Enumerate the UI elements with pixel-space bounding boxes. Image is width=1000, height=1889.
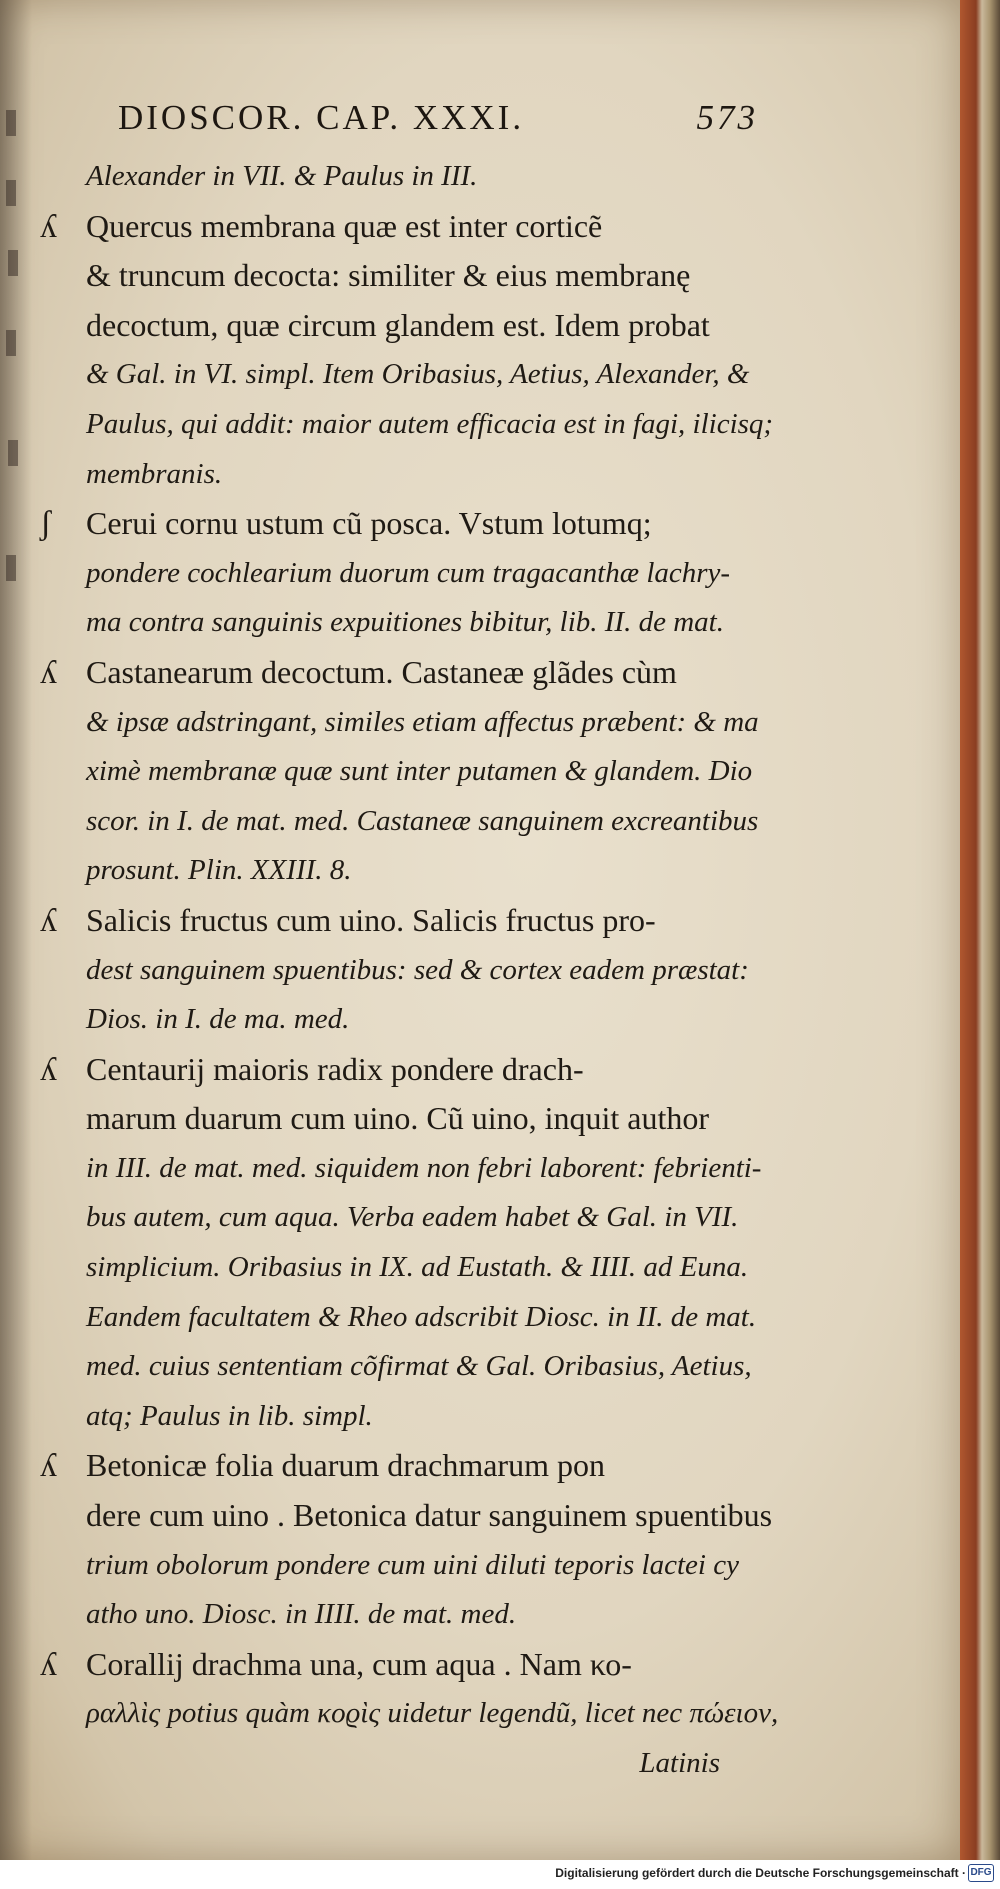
line-text: prosunt. Plin. XXIII. 8.: [86, 854, 352, 887]
text-line: [40, 1392, 762, 1442]
text-line: [40, 301, 762, 351]
line-text: decoctum, quæ circum glandem est. Idem probat: [86, 306, 710, 343]
line-text: pondere cochlearium duorum cum tragacanthæ lachry-: [86, 556, 731, 589]
line-text: dere cum uino . Betonica datur sanguinem spuentibus: [86, 1497, 773, 1534]
text-line: [40, 1243, 762, 1293]
line-text: Latinis: [639, 1747, 720, 1779]
line-text: scor. in I. de mat. med. Castaneæ sanguinem excreantibus: [86, 804, 759, 837]
text-line: [40, 1045, 762, 1095]
line-text: ma contra sanguinis expuitiones bibitur, lib. II. de mat.: [86, 606, 724, 639]
page-number: 573: [696, 98, 758, 137]
line-text: & truncum decocta: similiter & eius membranę: [86, 257, 691, 294]
line-text: Quercus membrana quæ est inter corticẽ: [86, 207, 603, 244]
line-text: marum duarum cum uino. Cũ uino, inquit author: [86, 1100, 710, 1137]
text-line: [40, 846, 762, 896]
text-line: [40, 1293, 762, 1343]
text-line: [40, 698, 762, 748]
book-fore-edge: [960, 0, 1000, 1860]
entry-mark-icon: ʎ: [40, 1645, 57, 1683]
text-line: [40, 1094, 762, 1144]
entry-mark-icon: ʎ: [40, 1050, 57, 1088]
line-text: simplicium. Oribasius in IX. ad Eustath. & IIII. ad Euna.: [86, 1251, 749, 1284]
text-line: [40, 995, 762, 1045]
entry-mark-icon: ʎ: [40, 1447, 57, 1485]
text-line: [40, 797, 762, 847]
line-text: atho uno. Diosc. in IIII. de mat. med.: [86, 1598, 517, 1631]
text-line: [40, 251, 762, 301]
text-line: [40, 1590, 762, 1640]
text-line: [40, 450, 762, 500]
line-text: Salicis fructus cum uino. Salicis fructus pro-: [86, 901, 656, 938]
line-text: Paulus, qui addit: maior autem efficacia est in fagi, ilicisq;: [86, 407, 774, 440]
text-line: [40, 549, 762, 599]
line-text: med. cuius sententiam cõfirmat & Gal. Oribasius, Aetius,: [86, 1350, 752, 1383]
text-line: [40, 1193, 762, 1243]
dfg-logo: DFG: [968, 1864, 994, 1882]
text-line: [40, 946, 762, 996]
text-line: [40, 499, 762, 549]
line-text: Corallij drachma una, cum aqua . Nam κο-: [86, 1645, 632, 1682]
text-line: [40, 350, 762, 400]
text-line: [40, 1342, 762, 1392]
text-line: [40, 1441, 762, 1491]
line-text: atq; Paulus in lib. simpl.: [86, 1399, 373, 1432]
text-line: [40, 400, 774, 450]
line-text: bus autem, cum aqua. Verba eadem habet & Gal. in VII.: [86, 1201, 739, 1234]
entry-mark-icon: ʎ: [40, 901, 57, 939]
text-line: [40, 598, 762, 648]
line-text: Cerui cornu ustum cũ posca. Vstum lotumq;: [86, 505, 652, 542]
text-line: [40, 648, 762, 698]
text-line: [40, 1689, 779, 1739]
line-text: & Gal. in VI. simpl. Item Oribasius, Aetius, Alexander, &: [86, 358, 750, 391]
text-line: [40, 896, 762, 946]
entry-mark-icon: ʎ: [40, 207, 57, 245]
line-text: Centaurij maioris radix pondere drach-: [86, 1050, 584, 1087]
running-head: DIOSCOR. CAP. XXXI.: [118, 98, 525, 137]
line-text: Eandem facultatem & Rheo adscribit Diosc. in II. de mat.: [86, 1300, 757, 1333]
line-text: & ipsæ adstringant, similes etiam affectus præbent: & ma: [86, 705, 759, 738]
line-text: Betonicæ folia duarum drachmarum pon: [86, 1447, 605, 1484]
facing-page-edge: [0, 0, 32, 1860]
text-line: [40, 1491, 773, 1541]
text-line: [40, 1144, 762, 1194]
line-text: Castanearum decoctum. Castaneæ glãdes cùm: [86, 653, 677, 690]
line-text: trium obolorum pondere cum uini diluti teporis lactei cy: [86, 1548, 739, 1581]
running-header: [118, 98, 758, 148]
line-text: dest sanguinem spuentibus: sed & cortex eadem præstat:: [86, 953, 749, 986]
text-line: [40, 1640, 762, 1690]
entry-mark-icon: ʃ: [40, 505, 52, 543]
text-line: [40, 1541, 762, 1591]
line-text: in III. de mat. med. siquidem non febri laborent: febrienti-: [86, 1151, 762, 1184]
line-text: ραλλὶς potius quàm κοϱὶς uidetur legendũ, licet nec πώειον,: [86, 1697, 779, 1730]
entry-mark-icon: ʎ: [40, 653, 57, 691]
funding-note: Digitalisierung gefördert durch die Deutsche Forschungsgemeinschaft ·: [555, 1866, 966, 1880]
text-line: [40, 1739, 762, 1789]
line-text: Alexander in VII. & Paulus in III.: [86, 160, 478, 192]
line-text: Dios. in I. de ma. med.: [86, 1003, 350, 1036]
text-line: [40, 152, 762, 202]
text-line: [40, 747, 762, 797]
digitization-footer: [0, 1860, 1000, 1889]
body-text: [40, 152, 779, 1789]
line-text: membranis.: [86, 457, 223, 490]
text-line: [40, 202, 762, 252]
line-text: ximè membranæ quæ sunt inter putamen & glandem. Dio: [86, 755, 753, 788]
